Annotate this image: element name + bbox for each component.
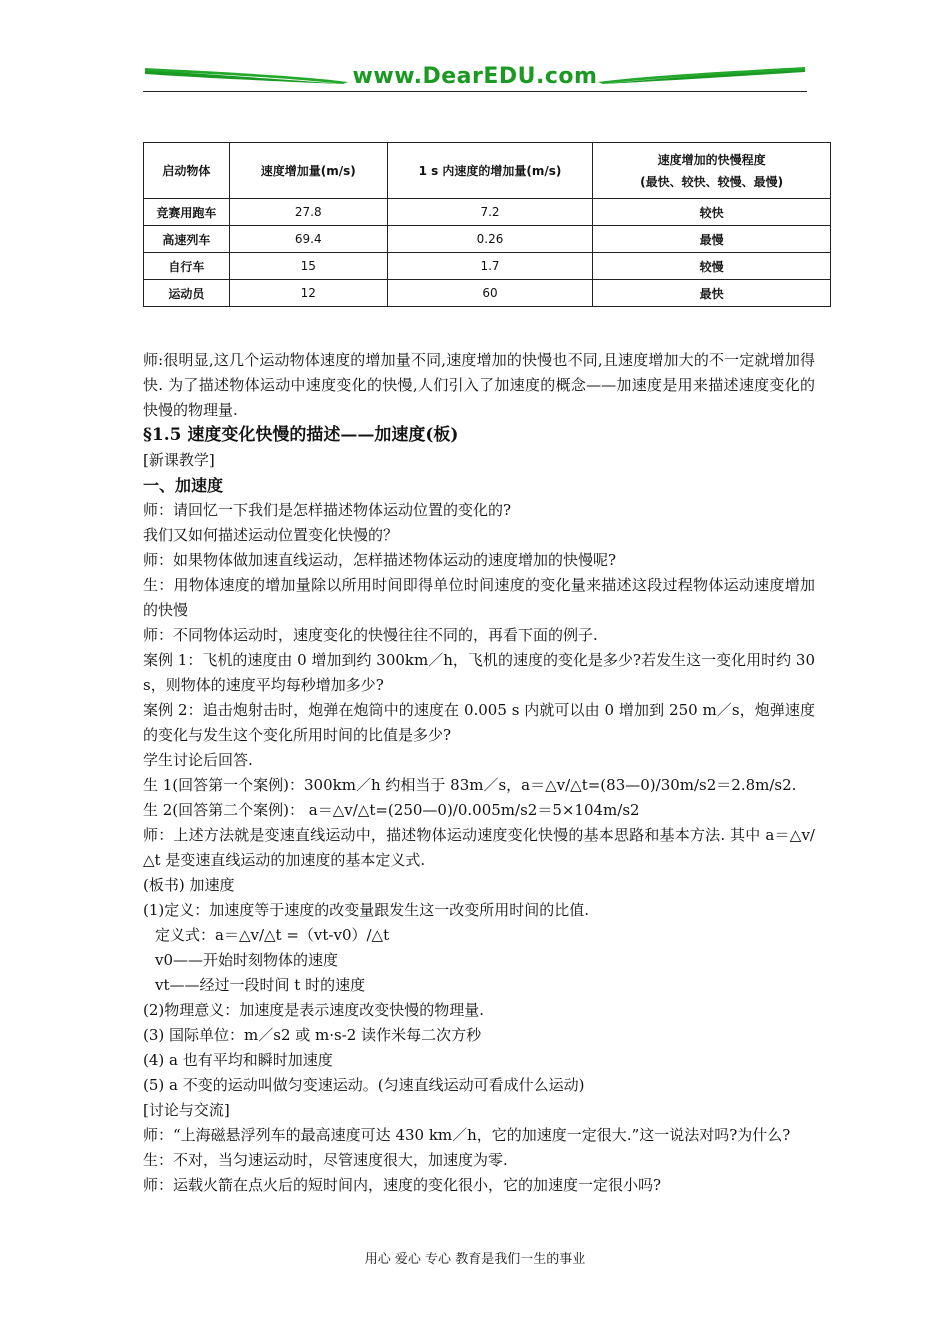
vt-note: vt——经过一段时间 t 时的速度 — [155, 976, 366, 994]
table-header-cell — [593, 143, 831, 199]
section-title: §1.5 速度变化快慢的描述——加速度(板) — [143, 425, 459, 445]
case-2: 案例 2：追击炮射击时，炮弹在炮筒中的速度在 0.005 s 内就可以由 0 增加到 250 m／s，炮弹速度的变化与发生这个变化所用时间的比值是多少? — [143, 701, 815, 744]
text-line: 师：请回忆一下我们是怎样描述物体运动位置的变化的? — [143, 501, 512, 519]
text-line: 师：运载火箭在点火后的短时间内，速度的变化很小，它的加速度一定很小吗? — [143, 1176, 662, 1194]
text-line: 生：不对，当匀速运动时，尽管速度很大，加速度为零. — [143, 1151, 508, 1169]
table-cell: 竞赛用跑车 — [144, 199, 230, 226]
text-line: 师：如果物体做加速直线运动，怎样描述物体运动的速度增加的快慢呢? — [143, 551, 617, 569]
table-cell: 自行车 — [144, 253, 230, 280]
table-cell: 60 — [387, 280, 593, 307]
table-header-row — [144, 143, 831, 199]
table-cell: 较快 — [593, 199, 831, 226]
text-line: (5) a 不变的运动叫做匀变速运动。(匀速直线运动可看成什么运动) — [143, 1076, 585, 1094]
case-1: 案例 1：飞机的速度由 0 增加到约 300km／h，飞机的速度的变化是多少?若发生这一变化用时约 30 s，则物体的速度平均每秒增加多少? — [143, 651, 815, 694]
answer-2: 生 2(回答第二个案例)： a＝△v/△t=(250—0)/0.005m/s2＝5×104m/s2 — [143, 801, 640, 819]
text-line: 师：不同物体运动时，速度变化的快慢往往不同的，再看下面的例子. — [143, 626, 598, 644]
discussion-label: [讨论与交流] — [143, 1101, 230, 1119]
acceleration-comparison-table — [143, 142, 831, 307]
table-cell: 运动员 — [144, 280, 230, 307]
text-line: (4) a 也有平均和瞬时加速度 — [143, 1051, 333, 1069]
table-row — [144, 226, 831, 253]
site-name: www.DearEDU.com — [352, 64, 598, 89]
table-cell: 最快 — [593, 280, 831, 307]
header-rule — [143, 91, 807, 92]
heading-acceleration: 一、加速度 — [143, 476, 224, 495]
text-line: 学生讨论后回答. — [143, 751, 253, 769]
table-cell: 0.26 — [387, 226, 593, 253]
v0-note: v0——开始时刻物体的速度 — [155, 951, 339, 969]
table-row — [144, 253, 831, 280]
table-cell: 27.8 — [229, 199, 387, 226]
board-note: (板书) 加速度 — [143, 876, 235, 894]
new-lesson-label: [新课教学] — [143, 451, 215, 469]
table-cell: 1.7 — [387, 253, 593, 280]
table-cell: 15 — [229, 253, 387, 280]
page-footer: 用心 爱心 专心 教育是我们一生的事业 — [364, 1252, 586, 1267]
definition: (1)定义：加速度等于速度的改变量跟发生这一改变所用时间的比值. — [143, 901, 590, 919]
table-cell: 较慢 — [593, 253, 831, 280]
table-row — [144, 280, 831, 307]
text-line: 师：“上海磁悬浮列车的最高速度可达 430 km／h，它的加速度一定很大.”这一说法对吗?为什么? — [143, 1126, 791, 1144]
table-header-cell: 启动物体 — [144, 143, 230, 199]
physical-meaning: (2)物理意义：加速度是表示速度改变快慢的物理量. — [143, 1001, 485, 1019]
page-header — [143, 62, 807, 96]
table-row — [144, 199, 831, 226]
text-line: 师：上述方法就是变速直线运动中，描述物体运动速度变化快慢的基本思路和基本方法. 其中 a＝△v/△t 是变速直线运动的加速度的基本定义式. — [143, 826, 815, 869]
table-header-cell: 速度增加量(m/s) — [229, 143, 387, 199]
si-unit: (3) 国际单位：m／s2 或 m·s-2 读作米每二次方秒 — [143, 1026, 482, 1044]
definition-formula: 定义式：a＝△v/△t =（vt-v0）/△t — [155, 926, 390, 944]
intro-paragraph: 师:很明显,这几个运动物体速度的增加量不同,速度增加的快慢也不同,且速度增加大的不一定就增加得快. 为了描述物体运动中速度变化的快慢,人们引入了加速度的概念——加速度是用来描述速度变化的快慢的物理量. — [143, 351, 815, 419]
table-cell: 7.2 — [387, 199, 593, 226]
text-line: 生：用物体速度的增加量除以所用时间即得单位时间速度的变化量来描述这段过程物体运动速度增加的快慢 — [143, 576, 815, 619]
table-header-line: (最快、较快、较慢、最慢) — [640, 174, 784, 189]
table-cell: 12 — [229, 280, 387, 307]
table-cell: 最慢 — [593, 226, 831, 253]
table-header-line: 速度增加的快慢程度 — [657, 152, 766, 167]
table-header-cell: 1 s 内速度的增加量(m/s) — [387, 143, 593, 199]
table-cell: 69.4 — [229, 226, 387, 253]
lesson-body — [143, 348, 815, 1198]
answer-1: 生 1(回答第一个案例)：300km／h 约相当于 83m／s，a＝△v/△t=(83—0)/30m/s2＝2.8m/s2. — [143, 776, 797, 794]
table-cell: 高速列车 — [144, 226, 230, 253]
text-line: 我们又如何描述运动位置变化快慢的？ — [143, 526, 399, 544]
